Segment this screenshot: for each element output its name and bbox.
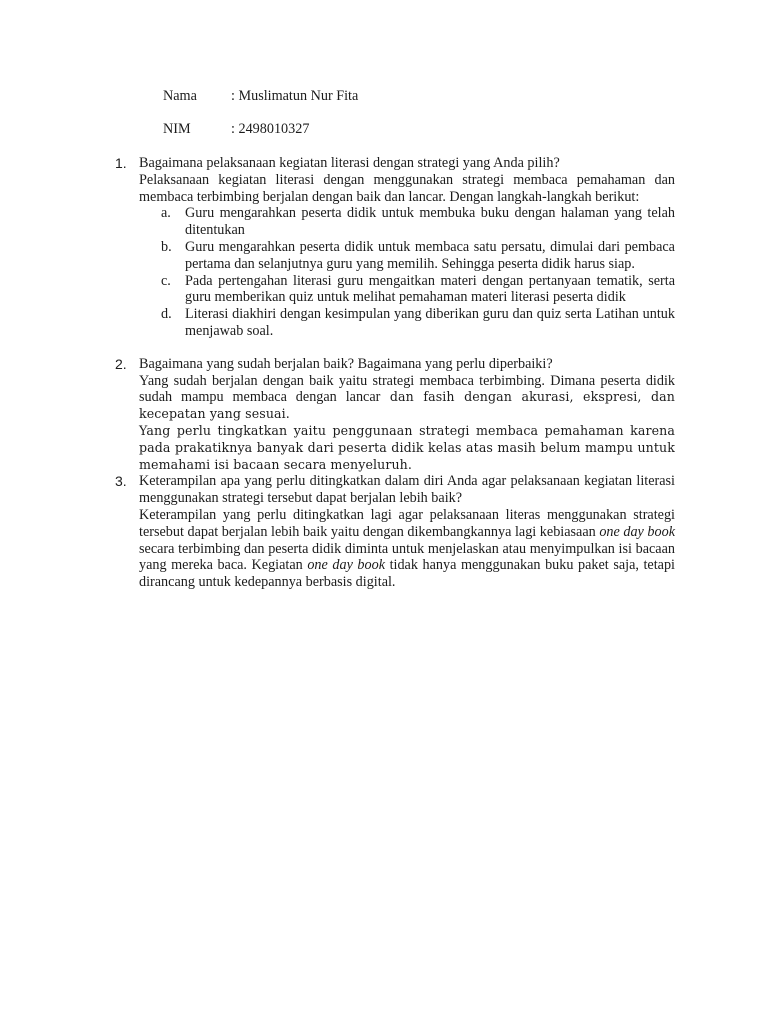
student-name-row (163, 88, 358, 105)
question-number: 3. (115, 473, 127, 490)
answer-part: Yang sudah berjalan dengan baik yaitu strategi membaca terbimbing. Dimana peserta didik sudah mampu membaca dengan lancar (139, 372, 675, 406)
question-list (115, 155, 675, 591)
answer-emphasis: one day book (599, 523, 675, 540)
question-text: Bagaimana pelaksanaan kegiatan literasi dengan strategi yang Anda pilih? (139, 155, 560, 171)
step-text: Literasi diakhiri dengan kesimpulan yang diberikan guru dan quiz serta Latihan untuk menjawab soal. (185, 306, 675, 339)
step-item (139, 273, 675, 307)
nim-label: NIM (163, 121, 191, 137)
step-item (139, 306, 675, 340)
step-text: Guru mengarahkan peserta didik untuk membaca satu persatu, dimulai dari pembaca pertama dan selanjutnya guru yang memilih. Sehingga peserta didik harus siap. (185, 238, 675, 272)
name-value: : Muslimatun Nur Fita (231, 88, 359, 104)
answer-part: secara terbimbing dan peserta didik diminta untuk menjelaskan atau menyimpulkan isi bacaan yang mereka baca. Kegiatan (139, 540, 675, 574)
student-nim-row (163, 121, 309, 138)
spacer (115, 340, 675, 356)
question-item-2 (115, 356, 675, 474)
answer-part: Keterampilan yang perlu ditingkatkan lagi agar pelaksanaan literas menggunakan strategi tersebut dapat berjalan lebih baik yaitu dengan dikembangkannya lagi kebiasaan (139, 506, 675, 540)
question-text: Keterampilan apa yang perlu ditingkatkan dalam diri Anda agar pelaksanaan kegiatan literasi menggunakan strategi tersebut dapat berjalan lebih baik? (139, 473, 675, 507)
steps-list (139, 205, 675, 339)
answer-text: Pelaksanaan kegiatan literasi dengan menggunakan strategi membaca pemahaman dan membaca terbimbing berjalan dengan baik dan lancar. Dengan langkah-langkah berikut: (139, 171, 675, 205)
name-label: Nama (163, 88, 197, 104)
answer-improvement-text: Yang perlu tingkatkan yaitu penggunaan strategi membaca pemahaman karena pada prakatiknya banyak dari peserta didik kelas atas masih belum mampu untuk memahami isi bacaan secara menyeluruh. (139, 422, 675, 472)
step-text: Guru mengarahkan peserta didik untuk membuka buku dengan halaman yang telah ditentukan (185, 205, 675, 239)
step-marker: c. (161, 272, 171, 289)
question-text: Bagaimana yang sudah berjalan baik? Bagaimana yang perlu diperbaiki? (139, 355, 553, 372)
question-number: 2. (115, 355, 127, 372)
question-item-3 (115, 473, 675, 591)
nim-value: : 2498010327 (231, 121, 310, 137)
step-text: Pada pertengahan literasi guru mengaitkan materi dengan pertanyaan tematik, serta guru memberikan quiz untuk melihat pemahaman materi literasi peserta didik (185, 272, 675, 306)
answer-text (139, 373, 675, 423)
step-marker: a. (161, 205, 171, 222)
question-number: 1. (115, 155, 127, 171)
answer-emphasis: one day book (307, 557, 386, 574)
answer-part-alt-font: dan fasih dengan akurasi, ekspresi, dan kecepatan yang sesuai. (139, 389, 675, 422)
step-marker: d. (161, 306, 172, 323)
answer-part: tidak hanya menggunakan buku paket saja, tetapi dirancang untuk kedepannya berbasis digital. (139, 557, 675, 591)
step-item (139, 239, 675, 273)
step-marker: b. (161, 238, 172, 255)
step-item (139, 205, 675, 239)
question-item-1 (115, 155, 675, 340)
answer-text (139, 507, 675, 591)
